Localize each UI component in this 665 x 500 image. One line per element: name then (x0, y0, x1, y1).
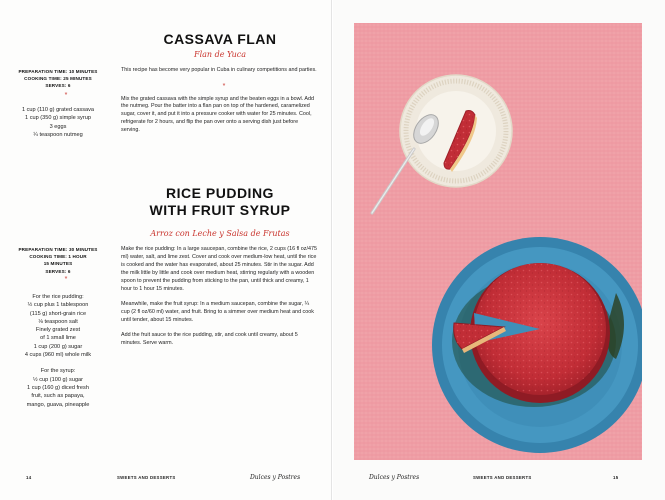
ingredient-item: (115 g) short-grain rice (29, 310, 87, 317)
recipe2-method (121, 246, 317, 356)
ingredient-item: 1 cup (200 g) sugar (33, 343, 83, 350)
food-photo (354, 23, 642, 460)
ingredient-item: ⅛ teaspoon salt (38, 318, 78, 325)
ingredient-item: 1 cup (350 g) simple syrup (25, 115, 91, 122)
recipe1-method (121, 67, 317, 143)
star-divider-icon: * (222, 82, 226, 90)
ingredient-item: 1 cup (110 g) grated cassava (21, 107, 95, 113)
page-number-left: 14 (26, 475, 32, 480)
large-plate (432, 237, 642, 453)
recipe1-meta (8, 68, 108, 90)
ingredient-item: ¼ teaspoon nutmeg (33, 131, 83, 138)
recipe1-cook-time: COOKING TIME: 25 MINUTES (24, 76, 92, 82)
recipe1-intro: This recipe has become very popular in Cuba in culinary competitions and parties. (121, 67, 317, 73)
recipe2-ingredients (8, 293, 108, 409)
page-number-right: 15 (613, 475, 619, 480)
recipe2-step: Add the fruit sauce to the rice pudding, stir, and cook until creamy, about 5 minutes. Serve warm. (121, 332, 298, 347)
ingredient-item: ½ cup plus 1 tablespoon (27, 302, 89, 309)
left-page (0, 0, 332, 500)
recipe1-ingredients (8, 106, 108, 139)
food-photo-illustration (354, 23, 642, 460)
recipe-subtitle-arroz-con-leche: Arroz con Leche y Salsa de Frutas (150, 229, 290, 238)
recipe2-meta (8, 246, 108, 275)
ingredient-item: 1 cup (160 g) diced fresh (27, 384, 89, 391)
recipe1-serves: SERVES: 6 (45, 83, 71, 89)
ingredient-heading: For the rice pudding: (32, 294, 84, 300)
recipe2-cook-time-cont: 15 MINUTES (43, 261, 73, 267)
footer-book-title-left: Dulces y Postres (250, 474, 301, 481)
ingredient-item: Finely grated zest (35, 327, 81, 334)
ingredient-item: 4 cups (960 ml) whole milk (24, 352, 92, 359)
recipe-title-line: RICE PUDDING (166, 185, 274, 201)
footer-section-left: SWEETS AND DESSERTS (117, 475, 176, 480)
star-divider-icon: * (64, 276, 68, 283)
ingredient-item: of 1 small lime (40, 335, 76, 342)
star-divider-icon: * (64, 92, 68, 99)
ingredient-item: 3 eggs (49, 123, 67, 130)
ingredient-item: fruit, such as papaya, (31, 393, 85, 400)
recipe2-cook-time: COOKING TIME: 1 HOUR (29, 254, 87, 260)
recipe-subtitle-flan-de-yuca: Flan de Yuca (194, 50, 246, 59)
ingredient-item: mango, guava, pineapple (26, 401, 90, 408)
recipe2-step: Meanwhile, make the fruit syrup: In a medium saucepan, combine the sugar, ¼ cup (2 fl oz/60 ml) water, and fruit. Bring to a simmer over medium heat and cook until tender, about 15 minutes. (121, 301, 314, 323)
recipe1-instructions: Mix the grated cassava with the simple syrup and the beaten eggs in a bowl. Add the nutmeg. Pour the batter into a flan pan on top of the hardened, caramelized sugar, cover it, and put it into a pressure cooker with water for 25 minutes. Cool, refrigerate for 2 hours, and flip the pan over onto a serving dish just before serving. (121, 95, 314, 134)
footer-book-title-right: Dulces y Postres (369, 474, 420, 481)
recipe-title-rice-pudding (110, 185, 330, 219)
recipe2-prep-time: PREPARATION TIME: 30 MINUTES (18, 247, 98, 252)
recipe2-step: Make the rice pudding: In a large saucepan, combine the rice, 2 cups (16 fl oz/475 ml) water, salt, and lime zest. Cover and cook over medium-low heat, until the rice is cooked and the water has evaporated, about 25 minutes. Stir in the sugar. Add the milk little by little and cook over medium heat, stirring regularly with a wooden spoon to prevent the pudding from sticking to the pan, until thick and creamy, 1 hour to 1 hour 15 minutes. (121, 246, 317, 292)
footer-section-right: SWEETS AND DESSERTS (473, 475, 532, 480)
recipe-title-cassava-flan: CASSAVA FLAN (163, 31, 277, 47)
ingredient-heading: For the syrup: (40, 368, 76, 375)
ingredient-item: ½ cup (100 g) sugar (32, 376, 84, 383)
recipe1-prep-time: PREPARATION TIME: 10 MINUTES (18, 69, 98, 74)
recipe-title-line: WITH FRUIT SYRUP (149, 202, 291, 218)
recipe2-serves: SERVES: 6 (45, 268, 71, 274)
